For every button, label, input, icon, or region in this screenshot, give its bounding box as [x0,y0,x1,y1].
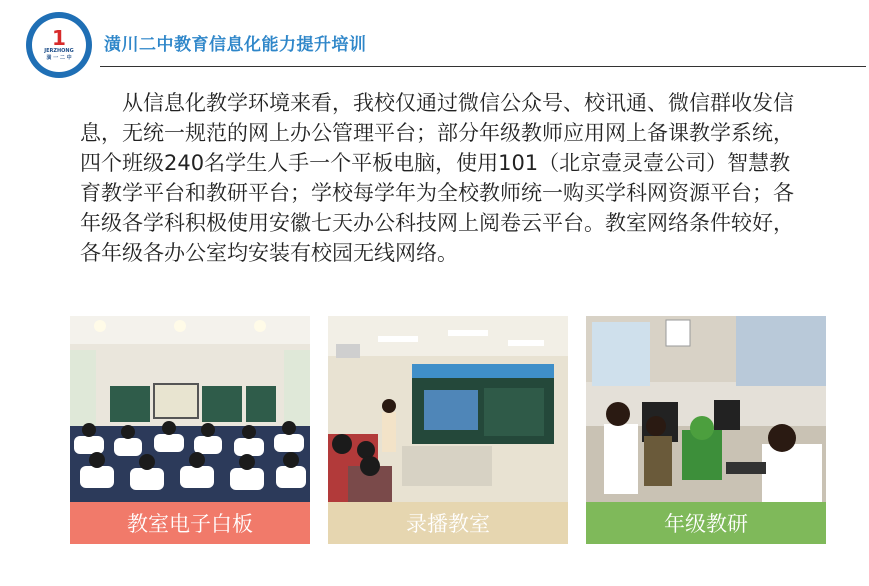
body-paragraph: 从信息化教学环境来看，我校仅通过微信公众号、校讯通、微信群收发信息，无统一规范的网上办公管理平台；部分年级教师应用网上备课教学系统，四个班级240名学生人手一个平板电脑，使用101（北京壹灵壹公司）智慧教育教学平台和教研平台；学校每学年为全校教师统一购买学科网资源平台；各年级各学科积极使用安徽七天办公科技网上阅卷云平台。教室网络条件较好，各年级各办公室均安装有校园无线网络。 [80,91,794,265]
logo-sub-text: 潢 一 二 中 [46,55,72,61]
photo-grade-research [586,316,826,502]
school-logo [26,12,92,78]
logo-brand-text: JERZHONG [44,48,74,54]
header-title: 潢川二中教育信息化能力提升培训 [104,35,367,55]
photo-recording-classroom [328,316,568,502]
logo-inner [32,18,86,72]
photo-classroom-whiteboard [70,316,310,502]
logo-mark: 1 [52,26,66,50]
caption-classroom-whiteboard: 教室电子白板 [70,502,310,544]
header-divider [100,66,866,67]
caption-grade-research: 年级教研 [586,502,826,544]
caption-recording-classroom: 录播教室 [328,502,568,544]
